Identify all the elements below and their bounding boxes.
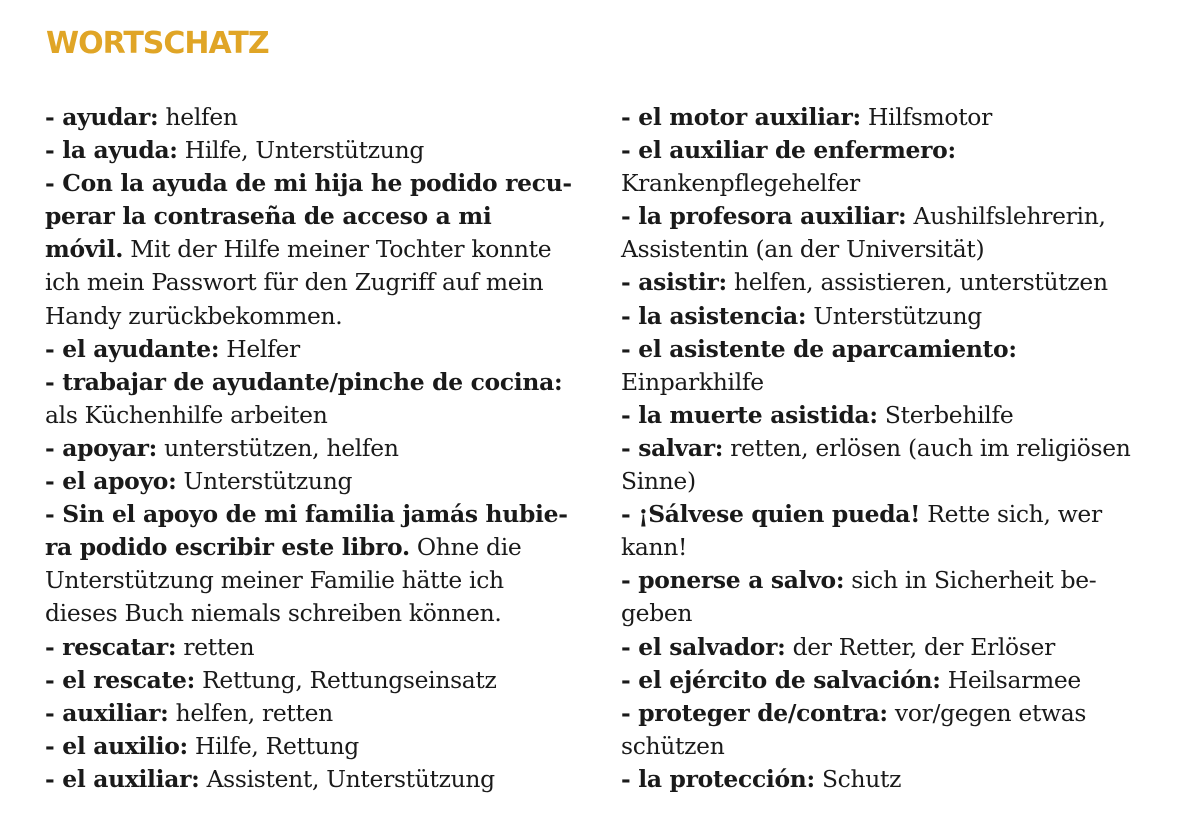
vocab-term: - asistir: — [621, 268, 727, 297]
vocab-translation: geben — [621, 599, 693, 628]
vocab-term: - el salvador: — [621, 632, 786, 661]
vocab-line — [621, 300, 1181, 333]
vocab-line — [621, 266, 1181, 299]
vocab-term: - la profesora auxiliar: — [621, 202, 907, 231]
vocab-term: - el ejército de salvación: — [621, 665, 941, 694]
vocab-translation: schützen — [621, 731, 725, 760]
vocab-term: - apoyar: — [45, 433, 157, 462]
vocab-translation: sich in Sicherheit be- — [844, 566, 1097, 595]
vocab-translation: Unterstützung meiner Familie hätte ich — [45, 566, 504, 595]
vocab-term: - la protección: — [621, 764, 815, 793]
vocab-line — [621, 399, 1181, 432]
vocab-term: - el auxiliar de enfermero: — [621, 136, 956, 165]
vocab-line — [621, 564, 1181, 597]
vocab-line — [45, 233, 590, 266]
vocab-line — [45, 597, 590, 630]
vocab-term: - proteger de/contra: — [621, 698, 888, 727]
vocab-translation: als Küchenhilfe arbeiten — [45, 400, 328, 429]
vocab-line — [621, 167, 1181, 200]
vocab-translation: helfen, retten — [168, 698, 333, 727]
vocab-line — [621, 763, 1181, 796]
vocab-translation: Hilfe, Unterstützung — [177, 136, 425, 165]
vocab-term: - el auxiliar: — [45, 764, 200, 793]
vocab-translation: Hilfsmotor — [860, 103, 992, 131]
vocab-term: - la muerte asistida: — [621, 400, 878, 429]
vocab-line — [45, 531, 590, 564]
vocab-translation: Rette sich, wer — [920, 500, 1102, 529]
vocab-line — [45, 432, 590, 465]
vocab-column-right — [621, 101, 1181, 796]
vocab-line — [621, 730, 1181, 763]
vocab-translation: retten — [176, 632, 255, 661]
vocab-line — [621, 134, 1181, 167]
vocab-term: - ponerse a salvo: — [621, 566, 845, 595]
vocab-translation: Heilsarmee — [940, 665, 1081, 694]
vocab-line — [621, 366, 1181, 399]
vocab-term: - salvar: — [621, 433, 724, 462]
vocab-line — [45, 730, 590, 763]
vocab-line — [45, 631, 590, 664]
vocab-term: - rescatar: — [45, 632, 177, 661]
vocab-term: - ¡Sálvese quien pueda! — [621, 500, 921, 529]
vocab-translation: Sterbehilfe — [877, 400, 1014, 429]
vocab-term: - la asistencia: — [621, 301, 807, 330]
vocab-translation: Assistent, Unterstützung — [199, 764, 495, 793]
vocab-line — [45, 134, 590, 167]
vocab-term: - el asistente de aparcamiento: — [621, 334, 1017, 363]
vocab-translation: retten, erlösen (auch im religiösen — [723, 433, 1131, 462]
vocab-line — [45, 465, 590, 498]
vocab-line — [621, 664, 1181, 697]
vocab-line — [45, 564, 590, 597]
vocab-translation: Mit der Hilfe meiner Tochter konnte — [123, 235, 552, 264]
vocab-term: perar la contraseña de acceso a mi — [45, 202, 492, 231]
vocab-line — [621, 233, 1181, 266]
vocab-line — [621, 597, 1181, 630]
vocab-translation: helfen — [158, 103, 238, 131]
vocab-translation: Einparkhilfe — [621, 367, 764, 396]
vocab-translation: Unterstützung — [176, 467, 353, 496]
vocab-line — [45, 266, 590, 299]
vocab-translation: Rettung, Rettungseinsatz — [194, 665, 497, 694]
vocab-line — [45, 498, 590, 531]
vocab-translation: Handy zurückbekommen. — [45, 301, 343, 330]
vocab-translation: Ohne die — [409, 533, 522, 562]
vocab-term: - ayudar: — [45, 103, 159, 131]
section-heading: WORTSCHATZ — [46, 26, 269, 61]
vocab-term: - la ayuda: — [45, 136, 178, 165]
vocab-translation: Krankenpflegehelfer — [621, 169, 860, 198]
vocab-translation: Assistentin (an der Universität) — [621, 235, 985, 264]
vocab-translation: der Retter, der Erlöser — [785, 632, 1055, 661]
vocab-translation: Sinne) — [621, 467, 696, 496]
vocab-translation: kann! — [621, 533, 688, 562]
vocab-translation: Aushilfslehrerin, — [906, 202, 1106, 231]
vocab-term: ra podido escribir este libro. — [45, 533, 410, 562]
vocab-term: - auxiliar: — [45, 698, 169, 727]
vocab-line — [621, 101, 1181, 134]
vocab-term: - el ayudante: — [45, 334, 220, 363]
vocab-line — [45, 101, 590, 134]
vocab-line — [45, 366, 590, 399]
vocab-translation: Unterstützung — [806, 301, 982, 330]
vocab-line — [621, 498, 1181, 531]
vocab-term: - el motor auxiliar: — [621, 103, 861, 131]
vocab-line — [45, 167, 590, 200]
vocab-translation: dieses Buch niemals schreiben können. — [45, 599, 502, 628]
vocab-term: - trabajar de ayudante/pinche de cocina: — [45, 367, 563, 396]
vocab-translation: Helfer — [219, 334, 300, 363]
vocab-line — [45, 300, 590, 333]
vocab-translation: unterstützen, helfen — [156, 433, 399, 462]
vocab-term: - el rescate: — [45, 665, 195, 694]
vocab-line — [45, 697, 590, 730]
vocab-line — [45, 763, 590, 796]
vocab-line — [621, 333, 1181, 366]
vocab-column-left — [45, 101, 590, 796]
vocab-line — [45, 200, 590, 233]
vocab-term: móvil. — [45, 235, 124, 264]
vocab-term: - Sin el apoyo de mi familia jamás hubie- — [45, 500, 568, 529]
vocab-translation: Hilfe, Rettung — [187, 731, 359, 760]
vocab-line — [621, 631, 1181, 664]
vocab-translation: helfen, assistieren, unterstützen — [726, 268, 1108, 297]
vocab-line — [45, 399, 590, 432]
vocab-term: - el apoyo: — [45, 467, 177, 496]
vocab-line — [621, 200, 1181, 233]
vocab-translation: vor/gegen etwas — [887, 698, 1087, 727]
vocab-term: - Con la ayuda de mi hija he podido recu- — [45, 169, 572, 198]
vocab-translation: Schutz — [814, 764, 902, 793]
vocab-translation: ich mein Passwort für den Zugriff auf mein — [45, 268, 544, 297]
vocab-line — [621, 531, 1181, 564]
vocab-term: - el auxilio: — [45, 731, 188, 760]
vocab-line — [621, 432, 1181, 465]
vocab-line — [621, 697, 1181, 730]
vocab-line — [45, 333, 590, 366]
vocab-line — [621, 465, 1181, 498]
vocab-line — [45, 664, 590, 697]
